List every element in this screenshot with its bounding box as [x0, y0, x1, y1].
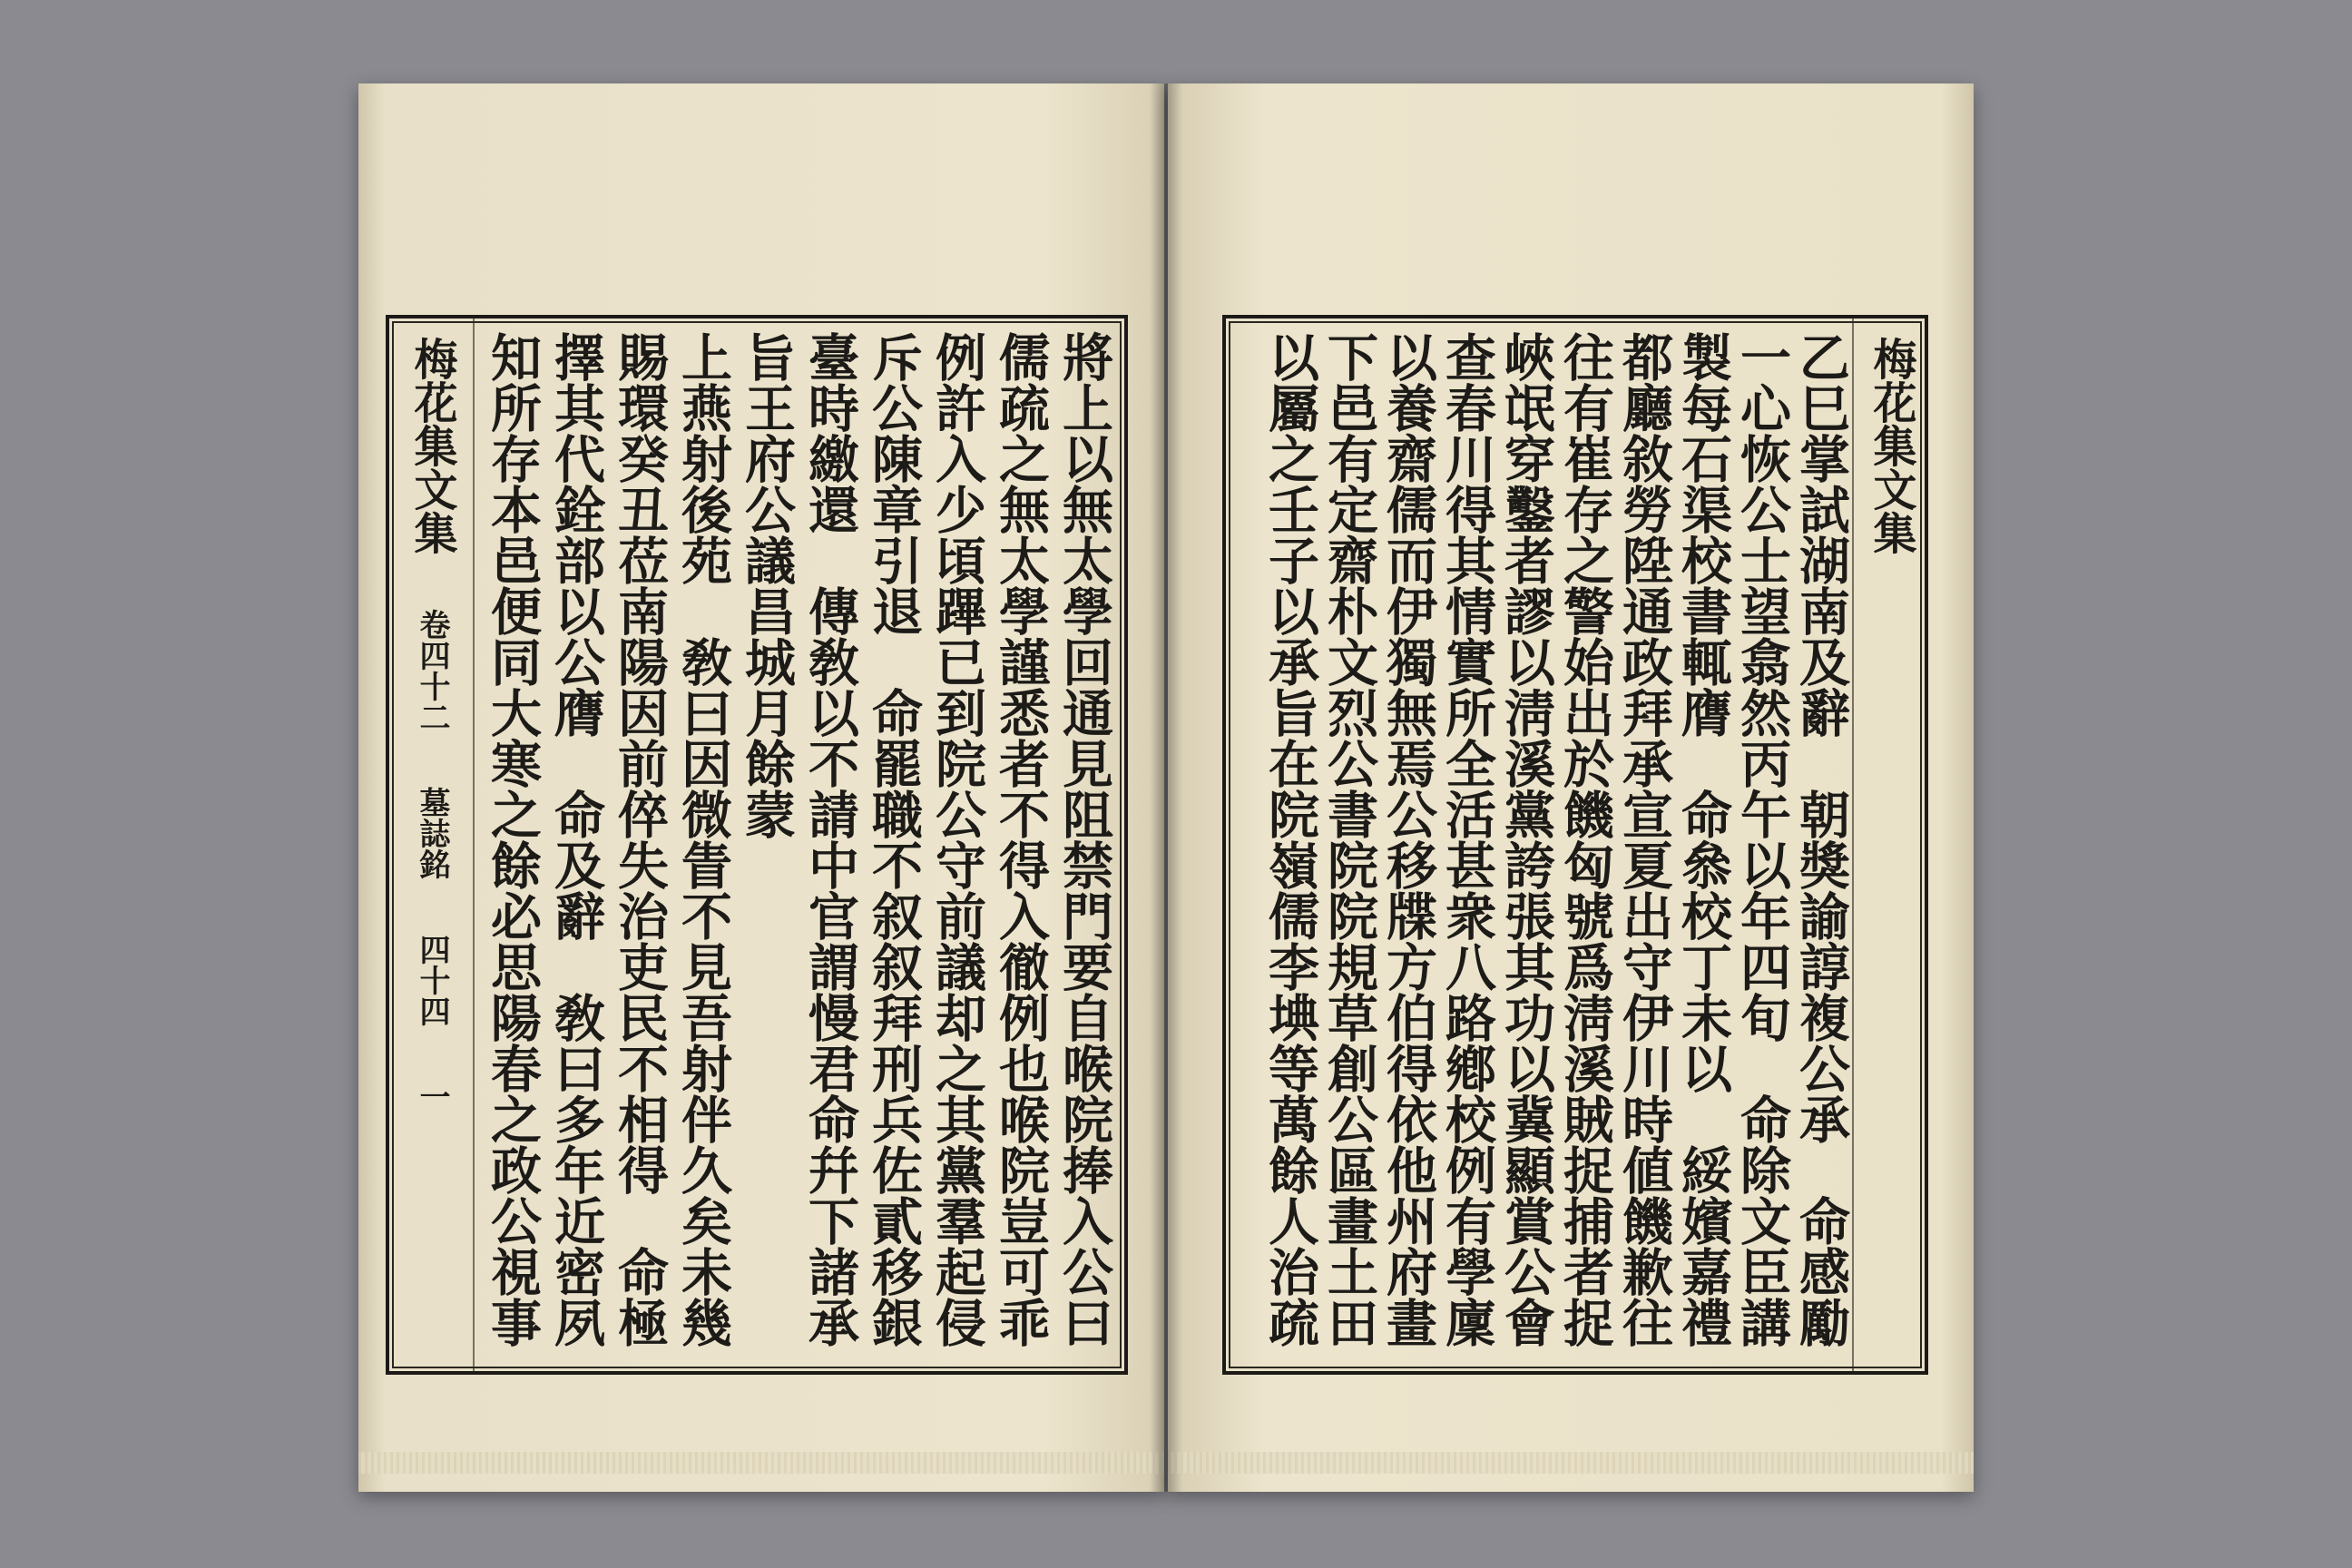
- leaf-number: 四十四: [414, 934, 450, 1026]
- right-column-6: 峽氓穿鑿者謬以淸溪黨誇張其功以冀顯賞公會: [1496, 331, 1556, 1348]
- right-column-10: 以屬之壬子以承旨在院嶺儒李㙉等萬餘人治疏: [1260, 331, 1320, 1348]
- page-edge-right: [1168, 1452, 1974, 1474]
- right-column-5: 往有崔存之警始出於饑匈號爲淸溪賊捉捕者捉: [1555, 331, 1615, 1348]
- right-column-2: 一心恢公士望翕然丙午以年四旬 命除文臣講: [1732, 331, 1792, 1348]
- leaf-mark: 一: [414, 1081, 450, 1112]
- right-column-8: 以養齋儒而伊獨無焉公移牒方伯得依他州府畫: [1378, 331, 1438, 1348]
- open-book: [358, 83, 1974, 1492]
- left-column-1: 將上以無太學回通見阻禁門要自喉院捧入公曰: [1054, 331, 1114, 1348]
- section-label: 墓誌銘: [414, 787, 450, 879]
- left-center-margin: [400, 337, 464, 1353]
- left-column-10: 知所存本邑便同大寒之餘必思陽春之政公視事: [483, 331, 543, 1348]
- volume-label: 卷四十二: [414, 609, 450, 732]
- left-column-6: 旨王府公議昌城月餘蒙: [737, 331, 797, 839]
- right-text-frame: [1222, 315, 1928, 1375]
- right-page: [1168, 83, 1974, 1492]
- book-gutter: [1150, 83, 1182, 1492]
- page-edge: [358, 1452, 1164, 1474]
- left-column-4: 斥公陳章引退 命罷職不叙叙拜刑兵佐貳移銀: [864, 331, 924, 1348]
- collection-title-right: 梅花集文集: [1866, 337, 1916, 554]
- right-column-1: 乙巳掌試湖南及辭 朝獎諭諄複公承 命感勵: [1791, 331, 1851, 1348]
- right-column-3: 製每石渠校書輒膺 命叅校丁未以 綏嬪嘉禮: [1673, 331, 1733, 1348]
- left-center-rule: [473, 318, 475, 1371]
- left-page: [358, 83, 1164, 1492]
- right-column-7: 查春川得其情實所全活甚衆八路鄕校例有學廩: [1437, 331, 1497, 1348]
- left-column-7: 上燕射後苑 敎曰因微眚不見吾射伴久矣未幾: [673, 331, 733, 1348]
- left-column-9: 擇其代銓部以公膺 命及辭 敎曰多年近密夙: [546, 331, 606, 1348]
- left-column-8: 賜環癸丑莅南陽因前倅失治吏民不相得 命極: [610, 331, 670, 1348]
- left-column-2: 儒疏之無太學謹悉者不得入徹例也喉院豈可乖: [991, 331, 1051, 1348]
- right-column-9: 下邑有定齋朴文烈公書院院規草創公區畫土田: [1319, 331, 1379, 1348]
- collection-title: 梅花集文集: [407, 337, 457, 554]
- left-text-frame: [386, 315, 1128, 1375]
- right-column-4: 都廳敘勞陞通政拜承宣夏出守伊川時値饑歉往: [1614, 331, 1674, 1348]
- left-column-5: 臺時繳還 傳敎以不請中官謂慢君命幷下諸承: [800, 331, 860, 1348]
- left-column-3: 例許入少頃蹕已到院公守前議却之其黨羣起侵: [927, 331, 987, 1348]
- right-center-rule: [1852, 318, 1854, 1371]
- right-center-margin: [1859, 337, 1923, 1353]
